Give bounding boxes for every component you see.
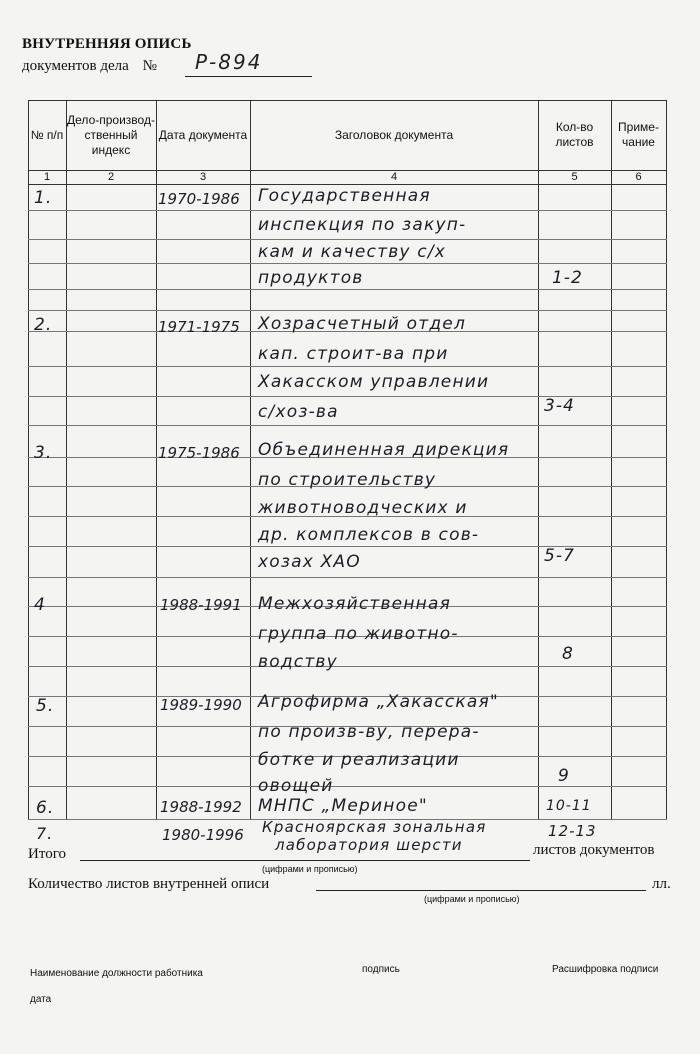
number-sign: № (142, 58, 157, 74)
case-number-line (185, 76, 312, 77)
entry-title-line: животноводческих и (258, 498, 468, 518)
ruled-line (28, 239, 667, 240)
table-divider (611, 100, 612, 820)
col-header-date: Дата документа (158, 127, 248, 142)
col-header-sheets: Кол-во листов (555, 120, 594, 149)
entry-sheets: 10-11 (546, 798, 592, 814)
entry-title-line: кап. строит-ва при (258, 344, 449, 364)
total-suffix: листов документов (533, 842, 655, 858)
position-label: Наименование должности работника (30, 968, 203, 979)
entry-title-line: Межхозяйственная (258, 594, 452, 614)
entry-title-line: ботке и реализации (258, 750, 460, 770)
entry-date: 1989-1990 (160, 696, 242, 714)
ruled-line (28, 366, 667, 367)
entry-title-line: группа по животно- (258, 624, 459, 644)
decoding-label: Расшифровка подписи (552, 964, 659, 975)
entry-number: 4 (34, 595, 46, 615)
entry-title-line: Агрофирма „Хакасская" (258, 692, 499, 712)
table-border-left (28, 100, 29, 820)
entry-title-line: с/хоз-ва (258, 402, 339, 422)
signature-label: подпись (362, 964, 400, 975)
entry-title-line: Государственная (258, 186, 431, 206)
table-divider (66, 100, 67, 820)
entry-sheets: 1-2 (552, 268, 583, 288)
ruled-line (28, 289, 667, 290)
page-subtitle (22, 58, 157, 75)
entry-title-line: Объединенная дирекция (258, 440, 510, 460)
entry-number: 3. (34, 443, 53, 463)
ruled-line (28, 425, 667, 426)
entry-sheets: 3-4 (544, 396, 575, 416)
table-divider (250, 100, 251, 820)
col-header-no: № п/п (30, 127, 64, 142)
total-label: Итого (28, 846, 66, 862)
entry-date: 1971-1975 (158, 318, 240, 336)
entry-title-line: овощей (258, 776, 334, 796)
entry-date: 1975-1986 (158, 444, 240, 462)
entry-title-line: хозах ХАО (258, 552, 361, 572)
table-divider (156, 100, 157, 820)
col-number: 5 (571, 171, 578, 183)
ruled-line (28, 310, 667, 311)
ruled-line (28, 666, 667, 667)
subtitle-text: документов дела (22, 58, 129, 74)
col-number: 4 (390, 171, 398, 183)
total-hint: (цифрами и прописью) (262, 864, 358, 874)
entry-number: 2. (34, 315, 53, 335)
col-number: 6 (635, 171, 642, 183)
col-number: 3 (199, 171, 207, 183)
inventory-table (28, 100, 667, 820)
entry-title-line: по произв-ву, перера- (258, 722, 480, 742)
page-title: ВНУТРЕННЯЯ ОПИСЬ (22, 36, 192, 52)
col-header-index: Дело-производ-ственный индекс (67, 112, 155, 157)
col-number: 2 (107, 171, 115, 183)
internal-sheets-line (316, 890, 646, 891)
table-border-right (666, 100, 667, 820)
entry-sheets: 8 (562, 644, 574, 664)
entry-title-line: лаборатория шерсти (275, 836, 463, 854)
internal-sheets-hint: (цифрами и прописью) (424, 894, 520, 904)
entry-number: 6. (36, 798, 55, 818)
entry-date: 1988-1992 (160, 798, 242, 816)
numbers-bottom-line (28, 184, 667, 185)
entry-sheets: 5-7 (544, 546, 575, 566)
entry-number: 7. (36, 824, 54, 843)
entry-title-line: Хакасском управлении (258, 372, 490, 392)
internal-sheets-label: Количество листов внутренней описи (28, 876, 270, 892)
total-line (80, 860, 530, 861)
ruled-line (28, 210, 667, 211)
entry-number: 1. (34, 188, 53, 208)
ruled-line (28, 786, 667, 787)
col-header-note: Приме-чание (618, 120, 659, 149)
internal-sheets-suffix: лл. (652, 876, 671, 892)
entry-number: 5. (36, 696, 55, 716)
entry-date: 1970-1986 (158, 190, 240, 208)
entry-date: 1980-1996 (162, 826, 244, 844)
entry-title-line: МНПС „Мериное" (258, 796, 428, 816)
ruled-line (28, 263, 667, 264)
col-header-title: Заголовок документа (334, 127, 454, 142)
entry-title-line: Хозрасчетный отдел (258, 314, 467, 334)
entry-date: 1988-1991 (160, 596, 242, 614)
entry-title-line: др. комплексов в сов- (258, 525, 480, 545)
entry-sheets: 9 (558, 766, 570, 786)
entry-title-line: кам и качеству с/х (258, 242, 447, 262)
table-divider (538, 100, 539, 820)
entry-title-line: по строительству (258, 470, 437, 490)
entry-title-line: инспекция по закуп- (258, 215, 467, 235)
col-number: 1 (43, 171, 51, 183)
entry-title-line: водству (258, 652, 338, 672)
date-label: дата (30, 994, 52, 1005)
entry-sheets: 12-13 (548, 822, 597, 840)
entry-title-line: продуктов (258, 268, 364, 288)
ruled-line (28, 577, 667, 578)
case-number: Р-894 (195, 50, 263, 74)
entry-title-line: Красноярская зональная (262, 818, 487, 836)
